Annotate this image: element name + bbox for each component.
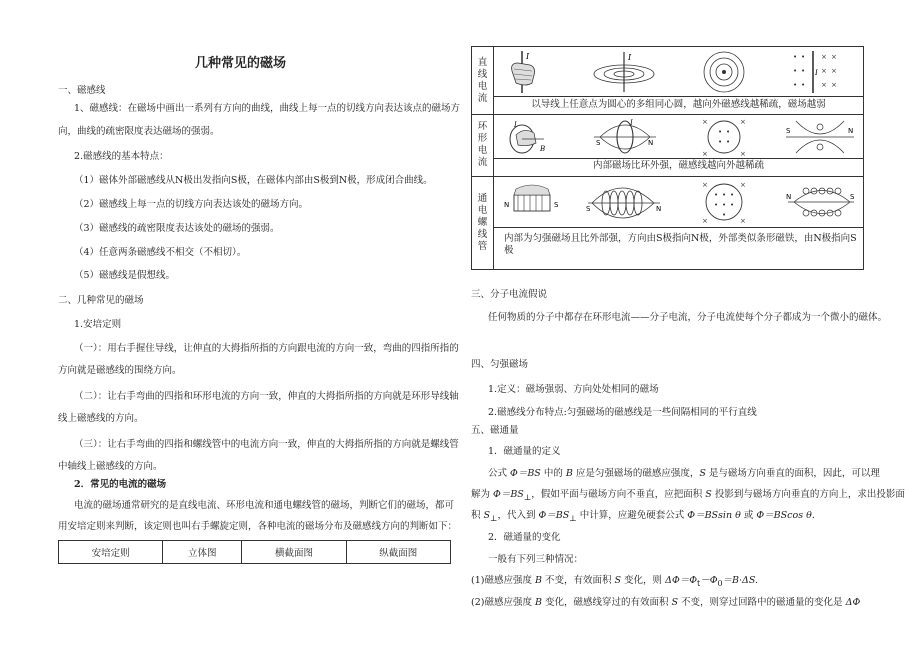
common-fields-line-2: 用安培定则来判断，该定则也叫右手螺旋定则，各种电流的磁场分布及磁感线方向的判断如下：: [58, 521, 458, 532]
row-label-ring-current: 环 形 电 流: [472, 114, 494, 176]
definition-line-2: 向，曲线的疏密限度表达磁场的强弱。: [58, 126, 220, 137]
flux-change-heading: 2．磁通量的变化: [488, 532, 561, 543]
table-header: 安培定则: [59, 541, 163, 564]
row-label-solenoid: 通 电 螺 线 管: [472, 176, 494, 270]
svg-text:•: •: [726, 138, 731, 146]
solenoid-hand-figure: [502, 181, 566, 225]
svg-text:S: S: [554, 201, 559, 209]
svg-text:×: ×: [702, 150, 708, 158]
svg-text:N: N: [504, 201, 510, 209]
svg-text:N: N: [848, 127, 854, 135]
svg-text:×: ×: [821, 53, 827, 61]
uniform-field-feature: 2.磁感线分布特点:匀强磁场的磁感线是一些间隔相同的平行直线: [488, 407, 757, 418]
svg-text:I: I: [815, 69, 818, 77]
svg-text:•: •: [722, 191, 727, 199]
svg-text:•: •: [718, 128, 723, 136]
svg-text:S: S: [850, 193, 855, 201]
svg-text:×: ×: [740, 181, 746, 189]
ring-current-hand-figure: [502, 117, 548, 157]
solenoid-cross-section-figure: [700, 179, 748, 225]
flux-definition-heading: 1．磁通量的定义: [488, 446, 561, 457]
page-title: 几种常见的磁场: [195, 56, 287, 71]
section-2-heading: 二、几种常见的磁场: [58, 295, 144, 306]
rule-1-line-2: 方向就是磁感线的围绕方向。: [58, 365, 182, 376]
rule-3-line-1: （三）：让右手弯曲的四指和螺线管中的电流方向一致，伸直的大拇指所指的方向就是螺线管: [74, 439, 459, 450]
definition-line-1: 1、磁感线：在磁场中画出一系列有方向的曲线，曲线上每一点的切线方向表达该点的磁场方: [74, 103, 461, 114]
common-fields-heading: 2．常见的电流的磁场: [74, 479, 167, 490]
straight-wire-cross-section-figure: [701, 49, 747, 95]
feature-5: （5）磁感线是假想线。: [74, 270, 176, 281]
svg-text:•: •: [714, 201, 719, 209]
solenoid-3d-figure: [584, 181, 664, 225]
svg-text:•: •: [801, 53, 806, 61]
svg-text:×: ×: [821, 67, 827, 75]
svg-text:•: •: [793, 53, 798, 61]
solenoid-longitudinal-figure: [784, 179, 858, 225]
table-header: 立体图: [163, 541, 242, 564]
ring-current-longitudinal-figure: [782, 117, 858, 157]
svg-text:×: ×: [740, 118, 746, 126]
three-cases-text: 一般有下列三种情况：: [488, 554, 584, 565]
svg-text:×: ×: [831, 67, 837, 75]
svg-text:•: •: [726, 128, 731, 136]
svg-text:•: •: [793, 81, 798, 89]
field-figures-table: [471, 46, 864, 270]
svg-text:S: S: [586, 205, 591, 213]
straight-wire-hand-figure: [504, 49, 544, 95]
svg-text:•: •: [801, 67, 806, 75]
svg-text:•: •: [793, 67, 798, 75]
svg-text:•: •: [730, 201, 735, 209]
svg-text:B: B: [540, 145, 546, 153]
feature-1: （1）磁体外部磁感线从N极出发指向S极，在磁体内部由S极到N极，形成闭合曲线。: [74, 175, 433, 186]
caption-solenoid-line-2: 极: [504, 245, 514, 256]
case-1-text: (1)磁感应强度 B 不变，有效面积 S 变化，则 $\Delta\Phi=\Phi_t-\Phi_0=B\cdot\Delta S$.: [471, 575, 759, 588]
flux-formula-line-3: 积 $S_\perp$，代入到 $\Phi=BS_\perp$ 中计算，应避免硬套公式 Φ＝BSsin θ 或 Φ＝BScos θ.: [471, 510, 815, 523]
section-4-heading: 四、匀强磁场: [471, 359, 529, 370]
svg-text:•: •: [801, 81, 806, 89]
features-heading: 2.磁感线的基本特点：: [74, 151, 169, 162]
svg-text:•: •: [714, 191, 719, 199]
feature-4: （4）任意两条磁感线不相交（不相切）。: [74, 247, 247, 258]
feature-3: （3）磁感线的疏密限度表达该处的磁场的强弱。: [74, 223, 280, 234]
row-label-straight-current: 直 线 电 流: [472, 47, 494, 114]
svg-text:•: •: [718, 138, 723, 146]
svg-text:×: ×: [702, 181, 708, 189]
caption-solenoid-line-1: 内部为匀强磁场且比外部强，方向由S极指向N极，外部类似条形磁铁，由N极指向S: [504, 233, 857, 244]
svg-text:N: N: [656, 205, 662, 213]
table-header: 纵截面图: [346, 541, 450, 564]
svg-text:×: ×: [740, 150, 746, 158]
svg-text:I: I: [514, 121, 517, 129]
svg-text:×: ×: [831, 81, 837, 89]
svg-text:×: ×: [702, 217, 708, 225]
svg-text:•: •: [722, 201, 727, 209]
table-header: 横截面图: [242, 541, 346, 564]
case-2-text: (2)磁感应强度 B 变化，磁感线穿过的有效面积 S 不变，则穿过回路中的磁通量的变化是 ΔΦ: [471, 597, 861, 608]
svg-text:N: N: [648, 139, 654, 147]
rule-3-line-2: 中轴线上磁感线的方向。: [58, 461, 163, 472]
uniform-field-definition: 1.定义：磁场强弱、方向处处相同的磁场: [488, 384, 659, 395]
feature-2: （2）磁感线上每一点的切线方向表达该处的磁场方向。: [74, 199, 309, 210]
svg-text:I: I: [526, 52, 530, 61]
section-1-heading: 一、磁感线: [58, 85, 106, 96]
rule-2-line-1: （二）：让右手弯曲的四指和环形电流的方向一致，伸直的大拇指所指的方向就是环形导线轴: [74, 391, 459, 402]
svg-text:S: S: [786, 127, 791, 135]
rule-2-line-2: 线上磁感线的方向。: [58, 413, 144, 424]
section-5-heading: 五、磁通量: [471, 425, 519, 436]
svg-text:I: I: [628, 53, 632, 62]
common-fields-line-1: 电流的磁场通常研究的是直线电流、环形电流和通电螺线管的磁场，判断它们的磁场，都可: [74, 500, 455, 511]
straight-wire-longitudinal-figure: [787, 49, 847, 95]
section-3-heading: 三、分子电流假说: [471, 289, 548, 300]
svg-text:×: ×: [831, 53, 837, 61]
ampere-table: [58, 540, 451, 564]
svg-text:×: ×: [702, 118, 708, 126]
svg-text:×: ×: [740, 217, 746, 225]
svg-text:S: S: [596, 139, 601, 147]
caption-ring-current: 内部磁场比环外强，磁感线越向外越稀疏: [592, 160, 764, 171]
caption-straight-current: 以导线上任意点为圆心的多组同心圆，越向外磁感线越稀疏，磁场越弱: [531, 99, 826, 110]
straight-wire-3d-figure: [590, 50, 658, 94]
svg-text:I: I: [630, 119, 633, 127]
flux-formula-line-2: 解为 $\Phi=BS_\perp$，假如平面与磁场方向不垂直，应把面积 S 投影到与磁场方向垂直的方向上，求出投影面: [471, 489, 905, 502]
svg-text:•: •: [730, 191, 735, 199]
svg-text:•: •: [722, 211, 727, 219]
ampere-rule-heading: 1.安培定则: [74, 319, 122, 330]
rule-1-line-1: （一）：用右手握住导线，让伸直的大拇指所指的方向跟电流的方向一致，弯曲的四指所指的: [74, 343, 459, 354]
flux-formula-line-1: 公式 Φ＝BS 中的 B 应是匀强磁场的磁感应强度，S 是与磁场方向垂直的面积，因此，可以理: [488, 468, 880, 479]
molecular-current-text: 任何物质的分子中都存在环形电流——分子电流，分子电流使每个分子都成为一个微小的磁体。: [488, 312, 888, 323]
ring-current-3d-figure: [590, 117, 660, 157]
svg-text:N: N: [786, 193, 792, 201]
ring-current-cross-section-figure: [700, 116, 748, 158]
svg-text:×: ×: [821, 81, 827, 89]
